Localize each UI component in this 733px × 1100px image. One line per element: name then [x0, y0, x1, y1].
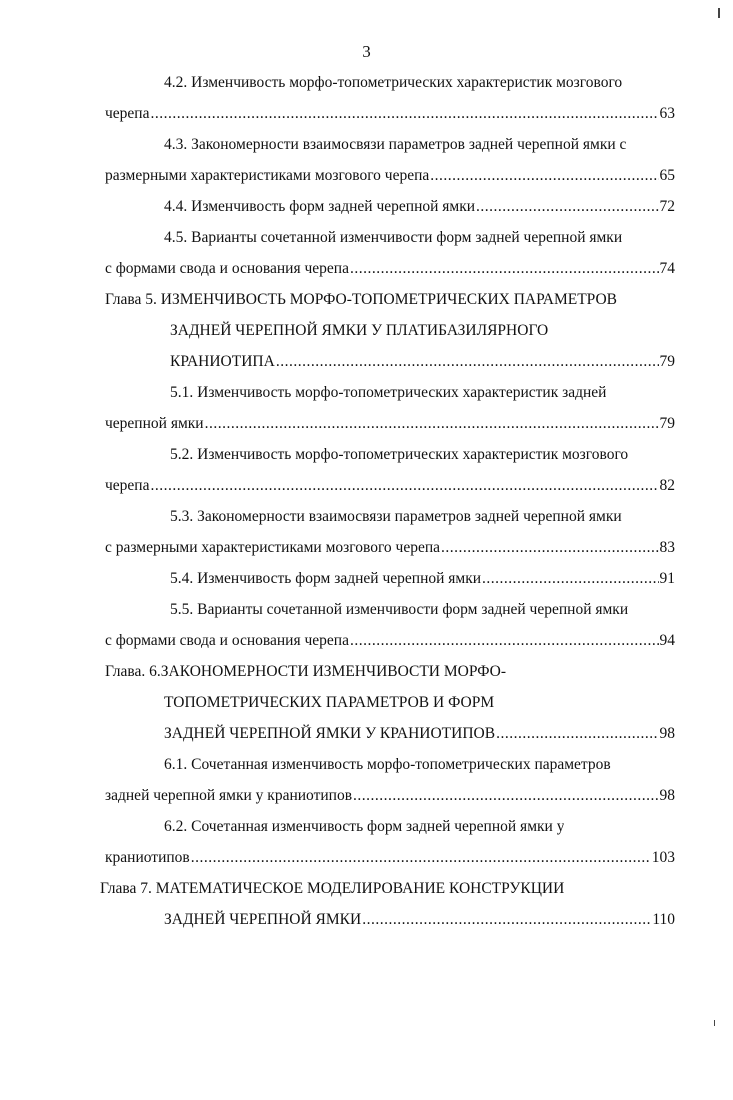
- toc-entry-title: черепа: [105, 105, 150, 122]
- toc-line: 5.5. Варианты сочетанной изменчивости форм задней черепной ямки: [170, 601, 629, 618]
- toc-entry-4-5[interactable]: [105, 258, 675, 280]
- toc-line: 5.1. Изменчивость морфо-топометрических характеристик задней: [170, 384, 607, 401]
- toc-entry-title: с размерными характеристиками мозгового черепа: [105, 539, 441, 556]
- toc-line: 6.1. Сочетанная изменчивость морфо-топометрических параметров: [164, 756, 611, 773]
- toc-page-number: 91: [659, 570, 675, 587]
- toc-entry-title: КРАНИОТИПА: [170, 353, 275, 370]
- toc-entry-4-3[interactable]: [105, 165, 675, 187]
- toc-entry-title: размерными характеристиками мозгового черепа: [105, 167, 430, 184]
- leader-dots: [205, 413, 659, 435]
- toc-page-number: 83: [659, 539, 675, 556]
- toc-page-number: 74: [659, 260, 675, 277]
- toc-page-number: 79: [659, 353, 675, 370]
- toc-entry-title: 5.4. Изменчивость форм задней черепной ямки: [170, 570, 482, 587]
- toc-entry-6-1[interactable]: [105, 785, 675, 807]
- toc-line: 5.2. Изменчивость морфо-топометрических характеристик мозгового: [170, 446, 629, 463]
- toc-line: Глава. 6.ЗАКОНОМЕРНОСТИ ИЗМЕНЧИВОСТИ МОРФО-: [105, 663, 506, 680]
- toc-entry-ch5[interactable]: [170, 351, 675, 373]
- toc-entry-4-2[interactable]: [105, 103, 675, 125]
- toc-line: ЗАДНЕЙ ЧЕРЕПНОЙ ЯМКИ У ПЛАТИБАЗИЛЯРНОГО: [170, 322, 549, 339]
- toc-entry-title: задней черепной ямки у краниотипов: [105, 787, 353, 804]
- toc-entry-title: ЗАДНЕЙ ЧЕРЕПНОЙ ЯМКИ У КРАНИОТИПОВ: [164, 725, 496, 742]
- toc-entry-title: 4.4. Изменчивость форм задней черепной ямки: [164, 198, 476, 215]
- toc-entry-5-2[interactable]: [105, 475, 675, 497]
- toc-entry-title: краниотипов: [105, 849, 190, 866]
- toc-page-number: 103: [651, 849, 675, 866]
- leader-dots: [276, 351, 659, 373]
- toc-entry-5-4[interactable]: [170, 568, 675, 590]
- toc-entry-title: черепной ямки: [105, 415, 204, 432]
- leader-dots: [476, 196, 658, 218]
- leader-dots: [191, 847, 651, 869]
- toc-entry-ch7[interactable]: [164, 909, 675, 931]
- toc-page-number: 110: [652, 911, 675, 928]
- toc-entry-5-3[interactable]: [105, 537, 675, 559]
- toc-entry-ch6[interactable]: [164, 723, 675, 745]
- toc-line: ТОПОМЕТРИЧЕСКИХ ПАРАМЕТРОВ И ФОРМ: [164, 694, 495, 711]
- toc-line: 4.5. Варианты сочетанной изменчивости форм задней черепной ямки: [164, 229, 623, 246]
- leader-dots: [353, 785, 658, 807]
- toc-entry-4-4[interactable]: [164, 196, 675, 218]
- toc-line: 4.2. Изменчивость морфо-топометрических характеристик мозгового: [164, 74, 623, 91]
- toc-line: Глава 7. МАТЕМАТИЧЕСКОЕ МОДЕЛИРОВАНИЕ КОНСТРУКЦИИ: [100, 880, 565, 897]
- toc-entry-5-5[interactable]: [105, 630, 675, 652]
- toc-line: 4.3. Закономерности взаимосвязи параметров задней черепной ямки с: [164, 136, 627, 153]
- leader-dots: [362, 909, 651, 931]
- toc-page-number: 98: [659, 725, 675, 742]
- toc-page-number: 98: [659, 787, 675, 804]
- toc-page-number: 82: [659, 477, 675, 494]
- leader-dots: [441, 537, 658, 559]
- toc-page-number: 72: [659, 198, 675, 215]
- toc-page-number: 79: [659, 415, 675, 432]
- page-number: 3: [362, 42, 371, 61]
- toc-entry-title: ЗАДНЕЙ ЧЕРЕПНОЙ ЯМКИ: [164, 911, 362, 928]
- leader-dots: [482, 568, 658, 590]
- toc-entry-title: с формами свода и основания черепа: [105, 260, 349, 277]
- toc-entry-5-1[interactable]: [105, 413, 675, 435]
- leader-dots: [150, 475, 658, 497]
- leader-dots: [430, 165, 658, 187]
- leader-dots: [350, 630, 659, 652]
- leader-dots: [496, 723, 658, 745]
- toc-line: 6.2. Сочетанная изменчивость форм задней черепной ямки у: [164, 818, 565, 835]
- toc-page-number: 65: [659, 167, 675, 184]
- leader-dots: [150, 103, 658, 125]
- leader-dots: [350, 258, 659, 280]
- toc-line: 5.3. Закономерности взаимосвязи параметров задней черепной ямки: [170, 508, 622, 525]
- toc-page-number: 63: [659, 105, 675, 122]
- toc-entry-6-2[interactable]: [105, 847, 675, 869]
- toc-entry-title: с формами свода и основания черепа: [105, 632, 349, 649]
- scan-mark: [718, 8, 720, 18]
- toc-page-number: 94: [659, 632, 675, 649]
- scan-mark: [714, 1020, 715, 1026]
- toc-line: Глава 5. ИЗМЕНЧИВОСТЬ МОРФО-ТОПОМЕТРИЧЕСКИХ ПАРАМЕТРОВ: [105, 291, 618, 308]
- toc-entry-title: черепа: [105, 477, 150, 494]
